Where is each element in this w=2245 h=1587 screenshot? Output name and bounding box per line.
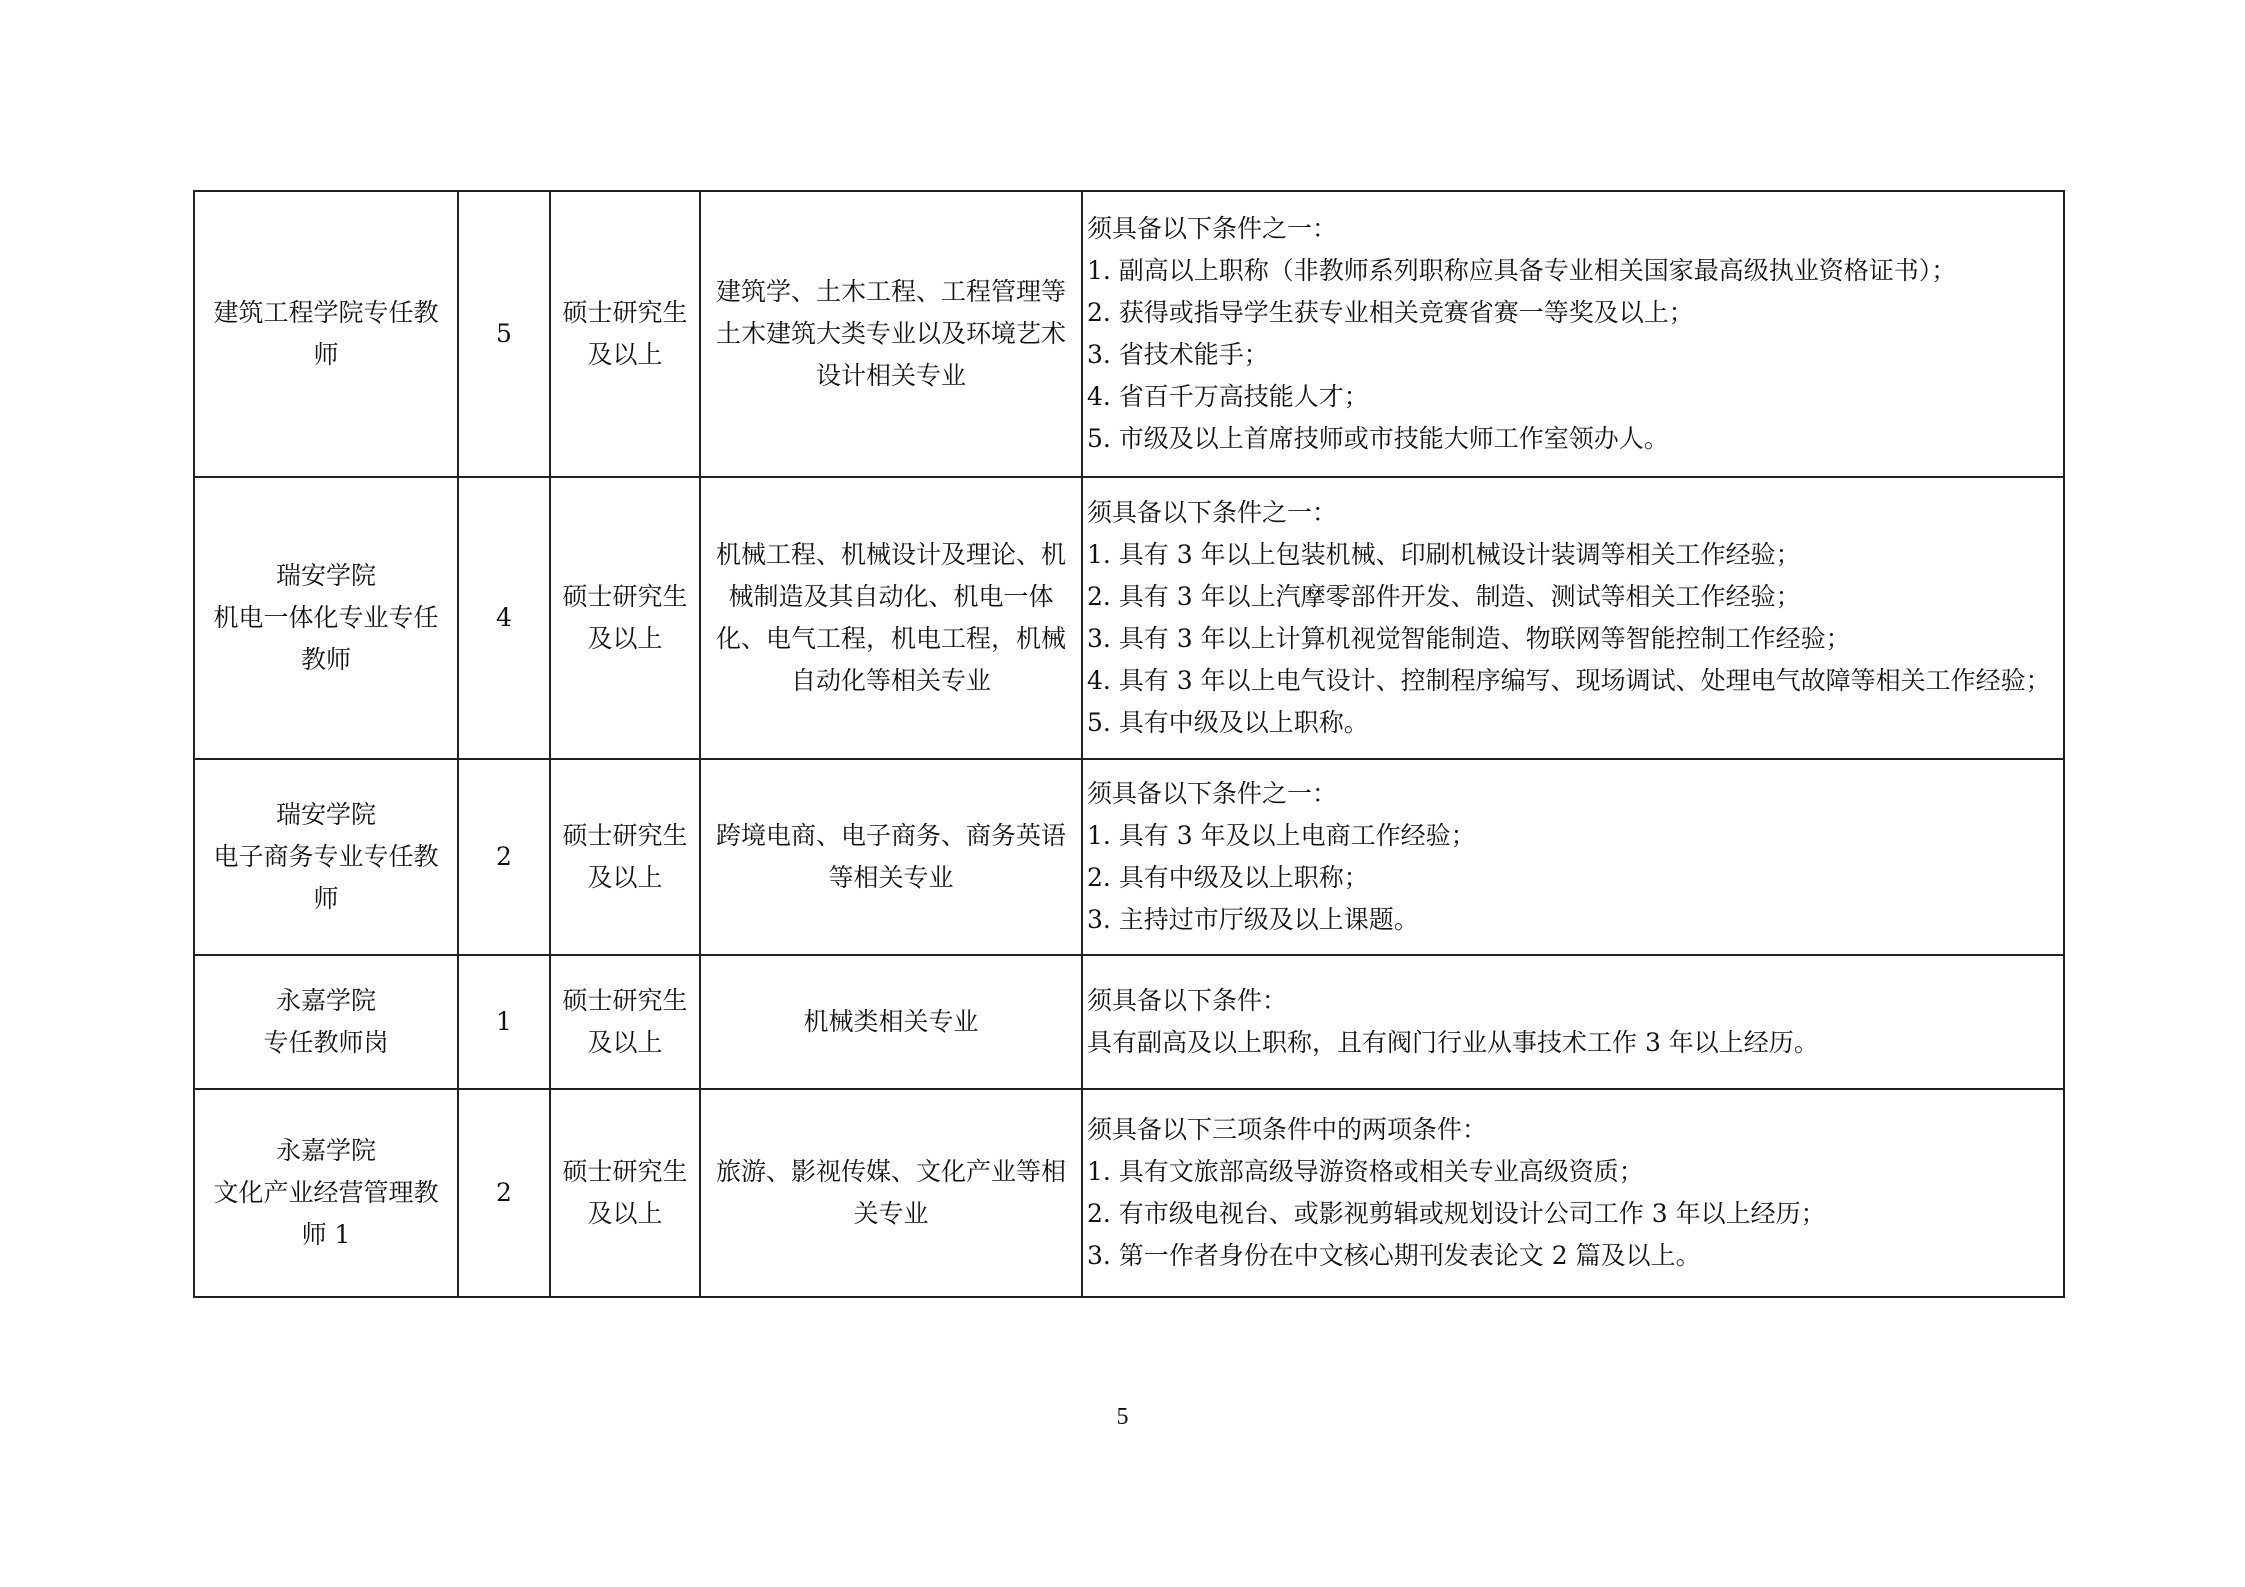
position-line: 瑞安学院: [275, 561, 376, 590]
position-line: 瑞安学院: [275, 800, 376, 829]
major-cell: 跨境电商、电子商务、商务英语等相关专业: [700, 759, 1082, 955]
education-cell: [550, 477, 700, 759]
education-line: 及以上: [587, 1028, 663, 1057]
position-line: 师 1: [301, 1220, 351, 1249]
education-cell: [550, 1089, 700, 1297]
requirement-line: 须具备以下三项条件中的两项条件：: [1087, 1115, 1488, 1144]
table-row: [194, 191, 2064, 477]
major-cell: 机械类相关专业: [700, 955, 1082, 1089]
count-cell: 2: [458, 1089, 550, 1297]
major-cell: 建筑学、土木工程、工程管理等土木建筑大类专业以及环境艺术设计相关专业: [700, 191, 1082, 477]
requirement-line: 2. 有市级电视台、或影视剪辑或规划设计公司工作 3 年以上经历；: [1087, 1199, 1826, 1228]
education-line: 硕士研究生: [562, 821, 688, 850]
education-line: 硕士研究生: [562, 1157, 688, 1186]
requirement-line: 须具备以下条件之一：: [1087, 498, 1338, 527]
count-cell: 4: [458, 477, 550, 759]
position-line: 师: [313, 884, 339, 913]
position-cell: [194, 759, 458, 955]
position-line: 专任教师岗: [263, 1028, 389, 1057]
requirements-cell: [1082, 955, 2064, 1089]
table-row: [194, 955, 2064, 1089]
requirements-cell: [1082, 477, 2064, 759]
requirement-line: 3. 省技术能手；: [1087, 340, 1269, 369]
requirement-line: 5. 市级及以上首席技师或市技能大师工作室领办人。: [1087, 424, 1669, 453]
requirement-line: 须具备以下条件：: [1087, 986, 1288, 1015]
requirement-line: 1. 具有 3 年及以上电商工作经验；: [1087, 821, 1476, 850]
count-cell: 2: [458, 759, 550, 955]
position-cell: [194, 1089, 458, 1297]
position-cell: [194, 477, 458, 759]
requirement-line: 3. 具有 3 年以上计算机视觉智能制造、物联网等智能控制工作经验；: [1087, 624, 1851, 653]
requirement-line: 4. 省百千万高技能人才；: [1087, 382, 1369, 411]
education-cell: [550, 759, 700, 955]
requirements-cell: [1082, 759, 2064, 955]
position-line: 永嘉学院: [275, 986, 376, 1015]
requirement-line: 4. 具有 3 年以上电气设计、控制程序编写、现场调试、处理电气故障等相关工作经验；: [1087, 666, 2051, 695]
education-line: 及以上: [587, 1199, 663, 1228]
recruitment-table: [193, 190, 2065, 1298]
education-line: 硕士研究生: [562, 986, 688, 1015]
requirement-line: 1. 副高以上职称（非教师系列职称应具备专业相关国家最高级执业资格证书）；: [1087, 256, 1957, 285]
position-line: 教师: [300, 645, 351, 674]
position-line: 建筑工程学院专任教: [213, 298, 439, 327]
requirement-line: 1. 具有文旅部高级导游资格或相关专业高级资质；: [1087, 1157, 1644, 1186]
requirement-line: 2. 具有中级及以上职称；: [1087, 863, 1369, 892]
major-cell: 旅游、影视传媒、文化产业等相关专业: [700, 1089, 1082, 1297]
requirements-cell: [1082, 191, 2064, 477]
education-line: 及以上: [587, 624, 663, 653]
education-line: 及以上: [587, 340, 663, 369]
requirement-line: 须具备以下条件之一：: [1087, 214, 1338, 243]
table-row: [194, 477, 2064, 759]
table-row: [194, 1089, 2064, 1297]
position-cell: [194, 955, 458, 1089]
education-line: 硕士研究生: [562, 582, 688, 611]
education-cell: [550, 191, 700, 477]
requirement-line: 须具备以下条件之一：: [1087, 779, 1338, 808]
page-number: 5: [1116, 1404, 1129, 1430]
major-cell: 机械工程、机械设计及理论、机械制造及其自动化、机电一体化、电气工程，机电工程，机械自动化等相关专业: [700, 477, 1082, 759]
position-line: 文化产业经营管理教: [213, 1178, 439, 1207]
requirement-line: 3. 第一作者身份在中文核心期刊发表论文 2 篇及以上。: [1087, 1241, 1701, 1270]
requirement-line: 1. 具有 3 年以上包装机械、印刷机械设计装调等相关工作经验；: [1087, 540, 1801, 569]
requirement-line: 具有副高及以上职称，且有阀门行业从事技术工作 3 年以上经历。: [1087, 1028, 1819, 1057]
position-cell: [194, 191, 458, 477]
requirement-line: 2. 具有 3 年以上汽摩零部件开发、制造、测试等相关工作经验；: [1087, 582, 1801, 611]
position-line: 永嘉学院: [275, 1136, 376, 1165]
requirement-line: 2. 获得或指导学生获专业相关竞赛省赛一等奖及以上；: [1087, 298, 1694, 327]
position-line: 机电一体化专业专任: [213, 603, 439, 632]
position-line: 电子商务专业专任教: [213, 842, 439, 871]
requirement-line: 5. 具有中级及以上职称。: [1087, 708, 1369, 737]
requirement-line: 3. 主持过市厅级及以上课题。: [1087, 905, 1419, 934]
table-body: [194, 191, 2064, 1297]
count-cell: 5: [458, 191, 550, 477]
position-line: 师: [313, 340, 339, 369]
count-cell: 1: [458, 955, 550, 1089]
education-line: 及以上: [587, 863, 663, 892]
requirements-cell: [1082, 1089, 2064, 1297]
table-row: [194, 759, 2064, 955]
education-line: 硕士研究生: [562, 298, 688, 327]
education-cell: [550, 955, 700, 1089]
